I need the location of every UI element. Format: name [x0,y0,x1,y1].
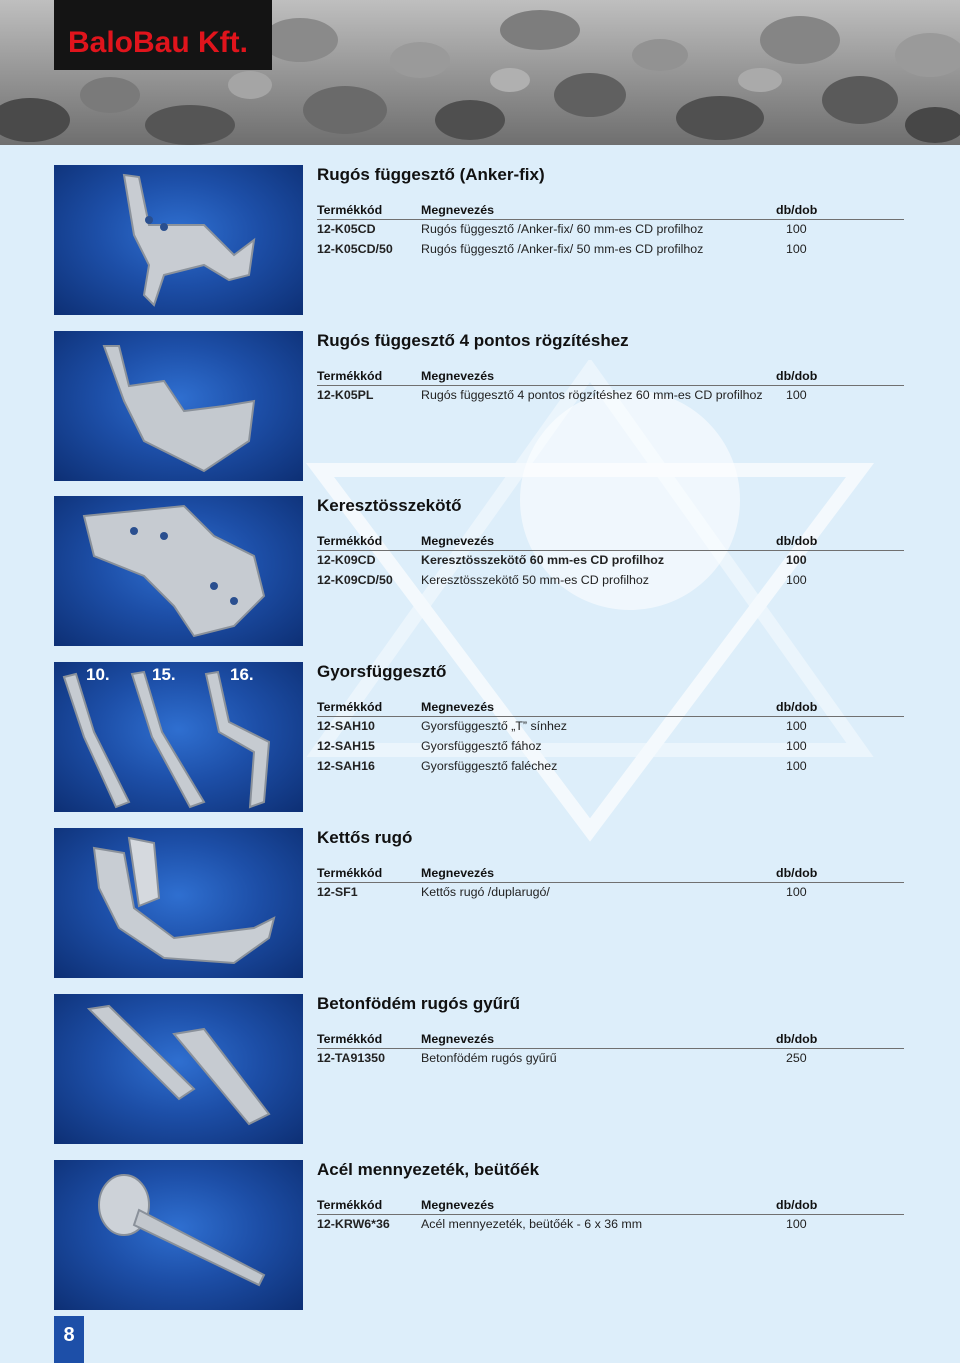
section-cross-connector [54,496,904,646]
cell-name: Gyorsfüggesztő fához [421,739,542,753]
cell-qty: 100 [786,885,807,900]
cell-code: 12-K05CD/50 [317,242,393,256]
cell-qty: 100 [786,573,807,587]
hanger-icon [54,165,303,315]
cell-qty: 100 [786,739,807,753]
section-title: Rugós függesztő (Anker-fix) [317,165,545,184]
table-header-row [317,699,904,716]
cell-qty: 100 [786,759,807,773]
product-table [317,533,904,590]
cell-code: 12-SF1 [317,885,358,900]
cell-qty: 100 [786,222,807,237]
product-table [317,865,904,902]
table-header-row [317,533,904,550]
section-4-point [54,331,904,481]
table-row [317,756,904,776]
col-header-code: Termékkód [317,699,421,716]
section-info [317,1160,904,1234]
section-anker-fix [54,165,904,315]
col-header-qty: db/dob [771,1197,904,1214]
section-info [317,994,904,1068]
col-header-name: Megnevezés [421,865,771,882]
anchor-icon [54,1160,303,1310]
cell-code: 12-SAH15 [317,739,375,753]
section-title: Betonfödém rugós gyűrű [317,994,521,1013]
section-quick-hanger [54,662,904,812]
section-title: Rugós függesztő 4 pontos rögzítéshez [317,331,629,350]
col-header-qty: db/dob [771,699,904,716]
table-row [317,570,904,590]
product-photo-4-point [54,331,303,481]
cell-code: 12-K05CD [317,222,376,237]
cell-name: Keresztösszekötő 60 mm-es CD profilhoz [421,553,665,568]
product-table [317,1197,904,1234]
col-header-name: Megnevezés [421,699,771,716]
section-concrete-ring [54,994,904,1144]
cell-name: Rugós függesztő /Anker-fix/ 50 mm-es CD profilhoz [421,242,704,256]
table-header-row [317,865,904,882]
cell-code: 12-KRW6*36 [317,1217,390,1232]
col-header-name: Megnevezés [421,1197,771,1214]
cell-qty: 100 [786,242,807,256]
section-title: Gyorsfüggesztő [317,662,447,681]
cell-name: Rugós függesztő /Anker-fix/ 60 mm-es CD profilhoz [421,222,704,237]
col-header-code: Termékkód [317,368,421,385]
table-header-row [317,1197,904,1214]
cell-qty: 100 [786,553,807,568]
section-title: Acél mennyezeték, beütőék [317,1160,540,1179]
spring-icon [54,828,303,978]
col-header-qty: db/dob [771,202,904,219]
product-table [317,1031,904,1068]
col-header-name: Megnevezés [421,1031,771,1048]
col-header-qty: db/dob [771,533,904,550]
table-row [317,385,904,405]
section-steel-anchor [54,1160,904,1310]
table-row [317,716,904,736]
table-row [317,1214,904,1234]
table-row [317,550,904,570]
cell-qty: 100 [786,719,807,734]
section-double-spring [54,828,904,978]
col-header-name: Megnevezés [421,533,771,550]
section-info [317,828,904,902]
col-header-code: Termékkód [317,1031,421,1048]
section-title: Kettős rugó [317,828,413,847]
product-photo-concrete-ring [54,994,303,1144]
photo-label-10: 10. [86,665,110,684]
product-table [317,202,904,259]
col-header-name: Megnevezés [421,368,771,385]
product-table [317,699,904,776]
col-header-code: Termékkód [317,202,421,219]
cell-name: Gyorsfüggesztő faléchez [421,759,558,773]
section-title: Keresztösszekötő [317,496,462,515]
product-photo-double-spring [54,828,303,978]
page-number: 8 [63,1324,75,1346]
table-row [317,736,904,756]
col-header-name: Megnevezés [421,202,771,219]
connector-icon [54,496,303,646]
table-row [317,239,904,259]
cell-name: Acél mennyezeték, beütőék - 6 x 36 mm [421,1217,643,1232]
hanger-icon [54,331,303,481]
table-row [317,1048,904,1068]
page-number-box [54,1316,84,1363]
col-header-qty: db/dob [771,1031,904,1048]
product-photo-anker-fix [54,165,303,315]
ring-icon [54,994,303,1144]
cell-name: Gyorsfüggesztő „T” sínhez [421,719,567,734]
cell-name: Betonfödém rugós gyűrű [421,1051,557,1066]
col-header-qty: db/dob [771,865,904,882]
section-info [317,331,904,405]
product-photo-quick-hanger [54,662,303,812]
cell-qty: 100 [786,388,807,403]
table-header-row [317,202,904,219]
section-info [317,496,904,590]
cell-name: Rugós függesztő 4 pontos rögzítéshez 60 mm-es CD profilhoz [421,388,763,403]
cell-code: 12-TA91350 [317,1051,385,1066]
section-info [317,165,904,259]
cell-name: Keresztösszekötő 50 mm-es CD profilhoz [421,573,649,587]
table-row [317,219,904,239]
photo-label-15: 15. [152,665,176,684]
col-header-qty: db/dob [771,368,904,385]
cell-code: 12-K05PL [317,388,374,403]
section-info [317,662,904,776]
table-header-row [317,1031,904,1048]
photo-label-16: 16. [230,665,254,684]
product-photo-steel-anchor [54,1160,303,1310]
col-header-code: Termékkód [317,865,421,882]
table-header-row [317,368,904,385]
col-header-code: Termékkód [317,1197,421,1214]
cell-code: 12-SAH10 [317,719,375,734]
product-photo-cross-connector [54,496,303,646]
photo-labels [54,665,303,689]
cell-qty: 100 [786,1217,807,1232]
table-row [317,882,904,902]
cell-code: 12-K09CD/50 [317,573,393,587]
cell-qty: 250 [786,1051,807,1066]
cell-name: Kettős rugó /duplarugó/ [421,885,550,900]
brand-logo: BaloBau Kft. [68,26,248,59]
cell-code: 12-K09CD [317,553,376,568]
col-header-code: Termékkód [317,533,421,550]
product-table [317,368,904,405]
cell-code: 12-SAH16 [317,759,375,773]
